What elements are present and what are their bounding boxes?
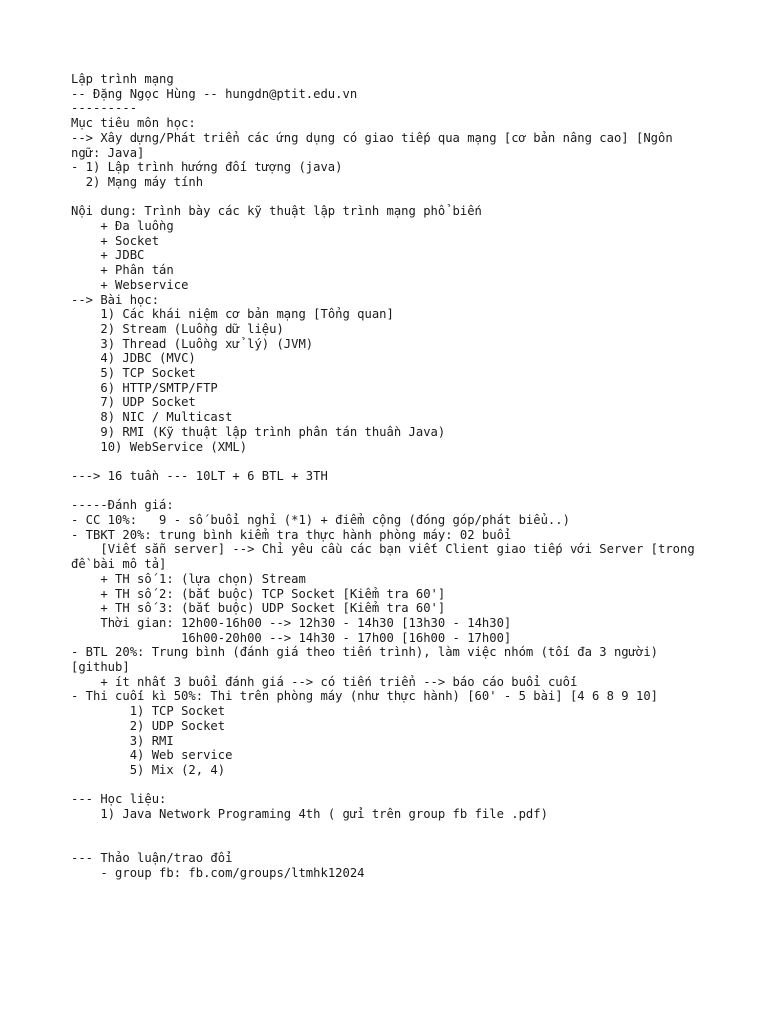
- text-line: 8) NIC / Multicast: [71, 410, 233, 425]
- blank-line: [71, 778, 701, 793]
- text-line: -- Đặng Ngọc Hùng -- hungdn@ptit.edu.vn: [71, 86, 358, 101]
- blank-line: [71, 190, 701, 205]
- document-body: [71, 72, 701, 881]
- text-line: ---------: [71, 101, 138, 116]
- text-line: -----Đánh giá:: [71, 498, 174, 513]
- text-line: - group fb: fb.com/groups/ltmhk12024: [71, 865, 365, 880]
- text-line: 2) Stream (Luồng dữ liệu): [71, 321, 284, 336]
- blank-line: [71, 836, 701, 851]
- text-line: - 1) Lập trình hướng đối tượng (java): [71, 160, 343, 175]
- text-line: + Socket: [71, 233, 160, 248]
- text-line: Lập trình mạng: [71, 72, 174, 86]
- text-line: 2) Mạng máy tính: [71, 174, 204, 189]
- text-line: - Thi cuối kì 50%: Thi trên phòng máy (như thực hành) [60' - 5 bài] [4 6 8 9 10]: [71, 689, 658, 704]
- text-line: + TH số 2: (bắt buộc) TCP Socket [Kiểm tra 60']: [71, 586, 446, 601]
- text-line: + Phân tán: [71, 263, 174, 278]
- text-line: 1) TCP Socket: [71, 704, 226, 719]
- text-line: 4) Web service: [71, 748, 233, 763]
- text-line: 5) Mix (2, 4): [71, 763, 226, 777]
- text-line: + ít nhất 3 buổi đánh giá --> có tiến triển --> báo cáo buổi cuối: [71, 674, 578, 689]
- text-line: + TH số 1: (lựa chọn) Stream: [71, 571, 306, 586]
- text-line: 3) RMI: [71, 733, 174, 748]
- text-line: - TBKT 20%: trung bình kiểm tra thực hành phòng máy: 02 buổi: [71, 527, 512, 542]
- text-line: 10) WebService (XML): [71, 439, 248, 454]
- text-line: 5) TCP Socket: [71, 366, 196, 381]
- text-line: Nội dung: Trình bày các kỹ thuật lập trình mạng phổ biến: [71, 204, 482, 219]
- text-line: 9) RMI (Kỹ thuật lập trình phân tán thuần Java): [71, 424, 446, 439]
- text-line: --> Bài học:: [71, 292, 160, 307]
- text-line: 3) Thread (Luồng xử lý) (JVM): [71, 336, 314, 351]
- text-line: 2) UDP Socket: [71, 718, 226, 733]
- text-line: 16h00-20h00 --> 14h30 - 17h00 [16h00 - 17h00]: [71, 630, 512, 645]
- text-line: + TH số 3: (bắt buộc) UDP Socket [Kiểm tra 60']: [71, 601, 446, 616]
- text-line: Thời gian: 12h00-16h00 --> 12h30 - 14h30 [13h30 - 14h30]: [71, 615, 512, 630]
- blank-line: [71, 484, 701, 499]
- text-line: [Viết sẵn server] --> Chỉ yêu cầu các bạn viết Client giao tiếp với Server [trong đề bài mô tả]: [71, 542, 703, 572]
- text-line: Mục tiêu môn học:: [71, 116, 196, 131]
- text-line: - BTL 20%: Trung bình (đánh giá theo tiến trình), làm việc nhóm (tối đa 3 người) [github]: [71, 645, 666, 675]
- text-line: --- Học liệu:: [71, 792, 167, 807]
- text-line: 7) UDP Socket: [71, 395, 196, 410]
- text-line: 6) HTTP/SMTP/FTP: [71, 380, 218, 395]
- text-line: --> Xây dựng/Phát triển các ứng dụng có giao tiếp qua mạng [cơ bản nâng cao] [Ngôn ngữ: Java]: [71, 130, 681, 160]
- text-line: --- Thảo luận/trao đổi: [71, 851, 233, 866]
- text-line: ---> 16 tuần --- 10LT + 6 BTL + 3TH: [71, 468, 328, 483]
- blank-line: [71, 454, 701, 469]
- text-line: + JDBC: [71, 248, 145, 263]
- text-line: 1) Java Network Programing 4th ( gửi trên group fb file .pdf): [71, 807, 548, 822]
- text-line: + Đa luồng: [71, 219, 174, 234]
- text-line: 4) JDBC (MVC): [71, 351, 196, 366]
- text-line: 1) Các khái niệm cơ bản mạng [Tổng quan]: [71, 307, 394, 322]
- text-line: + Webservice: [71, 277, 189, 292]
- blank-line: [71, 822, 701, 837]
- text-line: - CC 10%: 9 - số buổi nghỉ (*1) + điểm cộng (đóng góp/phát biểu..): [71, 513, 570, 528]
